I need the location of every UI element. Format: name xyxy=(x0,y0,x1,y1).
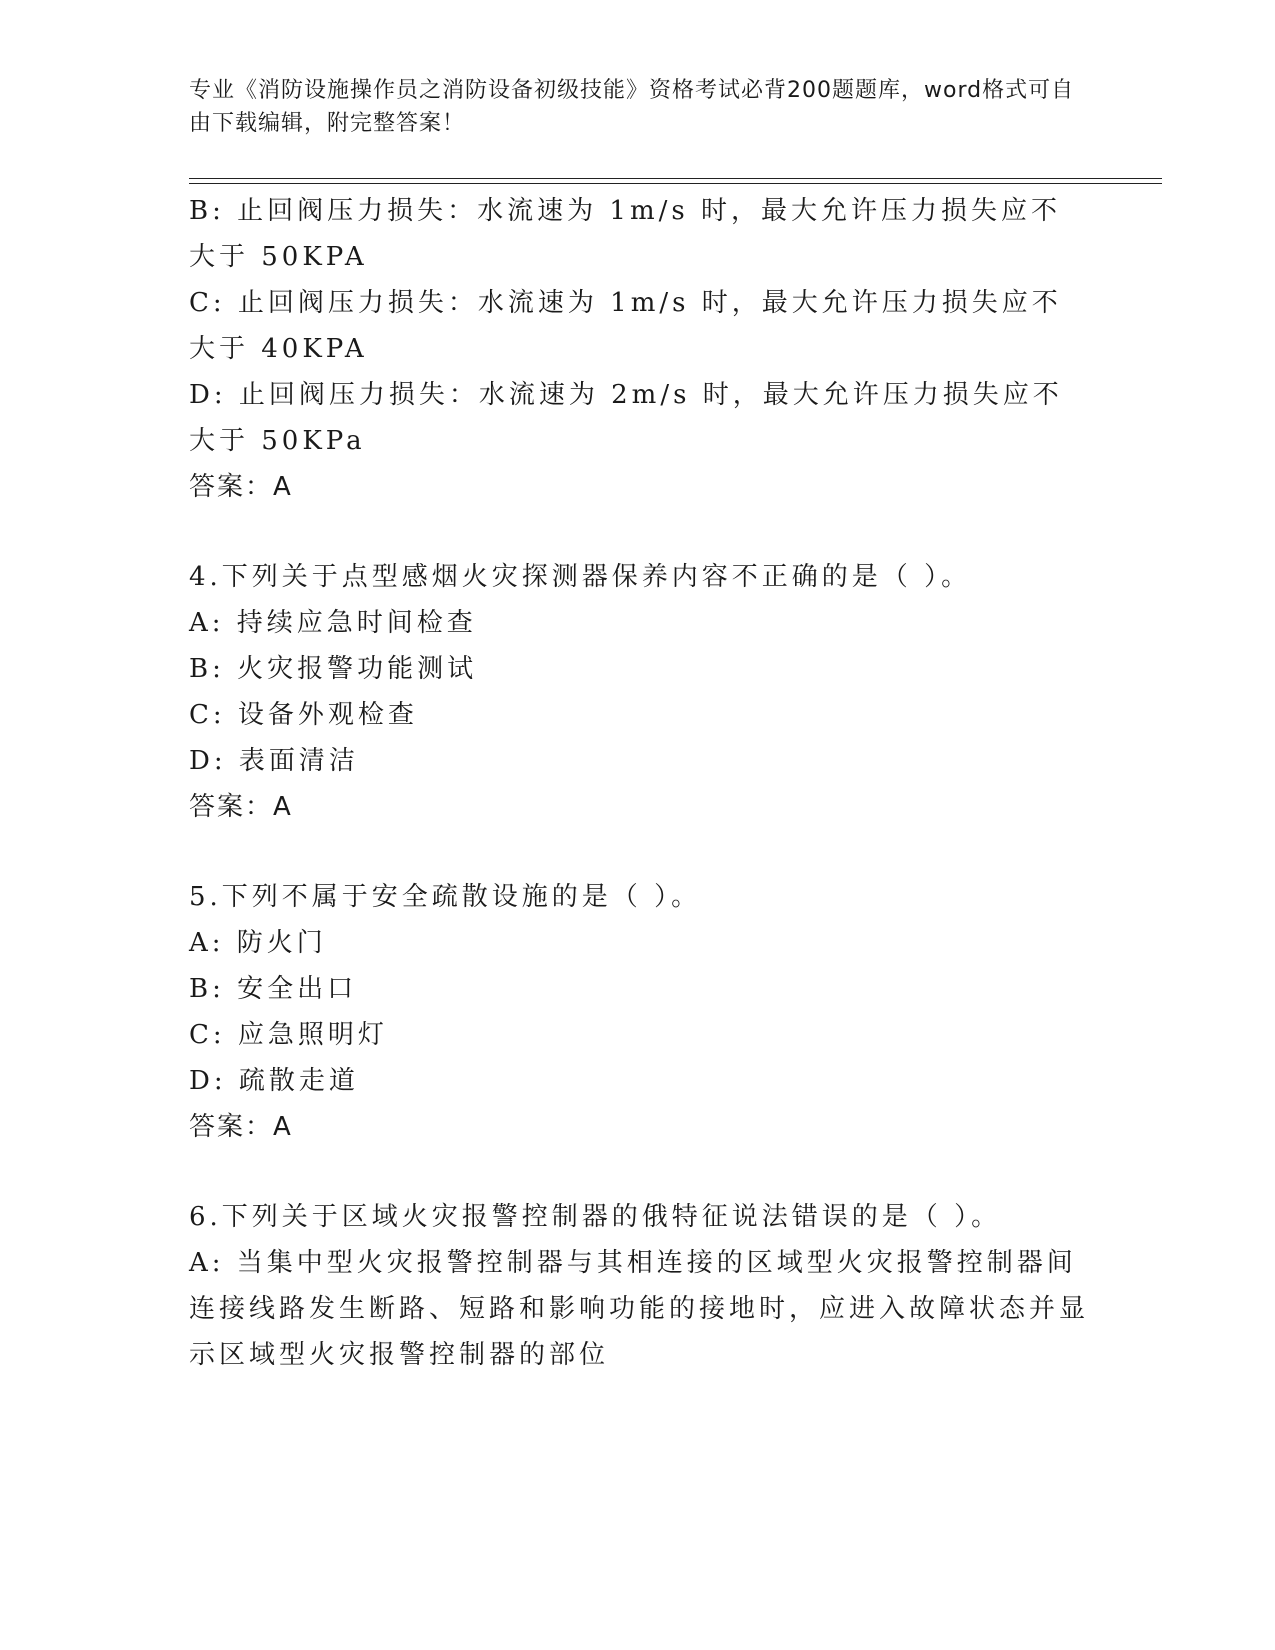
document-header xyxy=(189,74,1089,140)
document-title: 专业《消防设施操作员之消防设备初级技能》资格考试必背200题题库，word格式可自由下载编辑，附完整答案！ xyxy=(189,78,1075,136)
question-5-option-b: B: 安全出口 xyxy=(189,974,358,1004)
question-6-option-a: A: 当集中型火灾报警控制器与其相连接的区域型火灾报警控制器间连接线路发生断路、短路和影响功能的接地时，应进入故障状态并显示区域型火灾报警控制器的部位 xyxy=(189,1248,1090,1370)
question-3-continued xyxy=(189,188,1089,510)
question-5 xyxy=(189,874,1089,1150)
question-6-stem: 6.下列关于区域火灾报警控制器的俄特征说法错误的是（ ）。 xyxy=(189,1202,1002,1232)
question-4-option-a: A: 持续应急时间检查 xyxy=(189,608,477,638)
question-4-option-d: D: 表面清洁 xyxy=(189,746,359,776)
question-4-option-c: C: 设备外观检查 xyxy=(189,700,418,730)
header-divider-top xyxy=(189,178,1162,179)
header-divider-bottom xyxy=(189,183,1162,184)
question-5-option-c: C: 应急照明灯 xyxy=(189,1020,388,1050)
question-4 xyxy=(189,554,1089,830)
question-3-option-b: B: 止回阀压力损失：水流速为 1m/s 时，最大允许压力损失应不大于 50KPA xyxy=(189,196,1061,272)
question-3-answer: 答案：A xyxy=(189,472,293,502)
document-body xyxy=(189,188,1089,1378)
question-3-option-d: D: 止回阀压力损失：水流速为 2m/s 时，最大允许压力损失应不大于 50KPa xyxy=(189,380,1063,456)
question-5-stem: 5.下列不属于安全疏散设施的是（ ）。 xyxy=(189,882,702,912)
question-4-answer: 答案：A xyxy=(189,792,293,822)
question-5-option-a: A: 防火门 xyxy=(189,928,327,958)
question-4-option-b: B: 火灾报警功能测试 xyxy=(189,654,478,684)
question-6 xyxy=(189,1194,1089,1378)
question-5-answer: 答案：A xyxy=(189,1112,293,1142)
question-5-option-d: D: 疏散走道 xyxy=(189,1066,359,1096)
question-3-option-c: C: 止回阀压力损失：水流速为 1m/s 时，最大允许压力损失应不大于 40KPA xyxy=(189,288,1062,364)
question-4-stem: 4.下列关于点型感烟火灾探测器保养内容不正确的是（ ）。 xyxy=(189,562,972,592)
